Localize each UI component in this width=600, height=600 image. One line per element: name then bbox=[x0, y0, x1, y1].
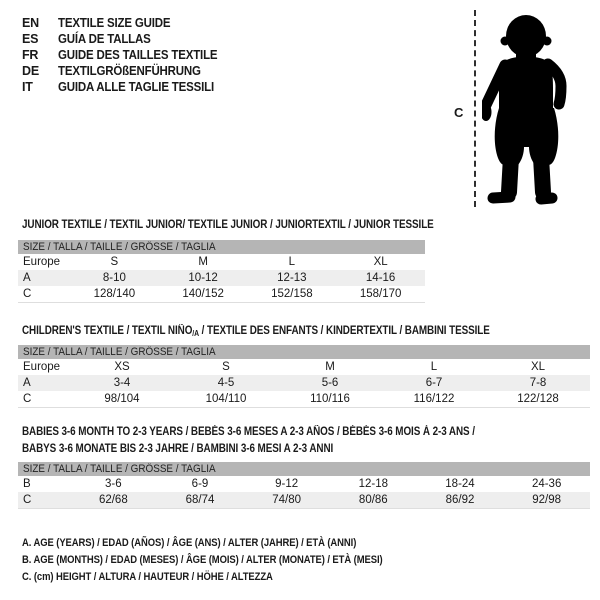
language-title: GUÍA DE TALLAS bbox=[58, 32, 151, 46]
size-value: 8-10 bbox=[102, 272, 126, 284]
table-row bbox=[18, 492, 590, 508]
language-row-es bbox=[22, 31, 231, 47]
language-code: EN bbox=[22, 16, 39, 30]
table-row bbox=[18, 254, 425, 270]
table-row bbox=[18, 359, 590, 375]
language-title: TEXTILGRÖßENFÜHRUNG bbox=[58, 64, 201, 78]
size-value: 12-18 bbox=[358, 478, 389, 490]
junior-table-body bbox=[18, 254, 425, 302]
language-code: ES bbox=[22, 32, 39, 46]
size-value: 158/170 bbox=[359, 288, 402, 300]
size-header-row bbox=[18, 345, 590, 359]
babies-title-line2: BABYS 3-6 MONATE BIS 2-3 JAHRE / BAMBINI 3-6 MESI A 2-3 ANNI bbox=[22, 443, 334, 455]
row-label: B bbox=[23, 478, 31, 490]
size-value: 122/128 bbox=[517, 393, 559, 405]
size-value: 110/116 bbox=[310, 393, 350, 405]
footnotes-block bbox=[22, 535, 441, 586]
language-code: DE bbox=[22, 64, 39, 78]
size-value: 80/86 bbox=[358, 494, 388, 506]
babies-size-table bbox=[18, 462, 590, 509]
size-value: 74/80 bbox=[272, 494, 302, 506]
language-title: TEXTILE SIZE GUIDE bbox=[58, 16, 171, 30]
size-value: 62/68 bbox=[98, 494, 128, 506]
size-value: 92/98 bbox=[532, 494, 562, 506]
size-value: 116/122 bbox=[413, 393, 455, 405]
row-label: Europe bbox=[23, 256, 61, 268]
toddler-silhouette-icon bbox=[482, 12, 572, 208]
size-value: L bbox=[288, 256, 296, 268]
language-title-block bbox=[22, 15, 231, 95]
footnote-age-months: B. AGE (MONTHS) / EDAD (MESES) / ÂGE (MOIS) / ALTER (MONATE) / ETÀ (MESI) bbox=[22, 554, 383, 566]
size-value: S bbox=[222, 361, 230, 373]
children-title-pre: CHILDREN'S TEXTILE / TEXTIL NIÑO bbox=[22, 325, 193, 337]
language-row-it bbox=[22, 79, 231, 95]
table-row bbox=[18, 391, 590, 407]
size-value: 12-13 bbox=[277, 272, 307, 284]
size-value: XL bbox=[530, 361, 546, 373]
babies-title-line1: BABIES 3-6 MONTH TO 2-3 YEARS / BEBÉS 3-6 MESES A 2-3 AÑOS / BÉBÉS 3-6 MOIS À 2-3 ANS / bbox=[22, 426, 475, 438]
size-value: M bbox=[198, 256, 208, 268]
row-label: C bbox=[23, 393, 32, 405]
size-value: 7-8 bbox=[529, 377, 547, 389]
size-value: 18-24 bbox=[445, 478, 475, 490]
size-value: XS bbox=[114, 361, 130, 373]
size-value: 98/104 bbox=[104, 393, 140, 405]
size-header-label: SIZE / TALLA / TAILLE / GRÖSSE / TAGLIA bbox=[23, 463, 216, 475]
language-code: FR bbox=[22, 48, 39, 62]
size-value: 6-7 bbox=[425, 377, 443, 389]
size-value: 86/92 bbox=[445, 494, 475, 506]
children-title-post: / TEXTILE DES ENFANTS / KINDERTEXTIL / BAMBINI TESSILE bbox=[199, 325, 490, 337]
table-row bbox=[18, 286, 425, 302]
size-value: 68/74 bbox=[185, 494, 215, 506]
size-value: 5-6 bbox=[321, 377, 339, 389]
junior-size-table bbox=[18, 240, 425, 303]
size-value: 104/110 bbox=[205, 393, 247, 405]
size-value: 6-9 bbox=[191, 478, 209, 490]
size-value: 128/140 bbox=[93, 288, 136, 300]
row-label: C bbox=[23, 494, 32, 506]
language-code: IT bbox=[22, 80, 33, 94]
table-row bbox=[18, 375, 590, 391]
language-row-fr bbox=[22, 47, 231, 63]
table-row bbox=[18, 270, 425, 286]
size-value: 14-16 bbox=[365, 272, 396, 284]
size-header-row bbox=[18, 462, 590, 476]
size-value: 3-4 bbox=[113, 377, 131, 389]
row-label: A bbox=[23, 272, 31, 284]
language-title: GUIDE DES TAILLES TEXTILE bbox=[58, 48, 218, 62]
language-row-en bbox=[22, 15, 231, 31]
size-header-label: SIZE / TALLA / TAILLE / GRÖSSE / TAGLIA bbox=[23, 241, 216, 253]
size-value: S bbox=[110, 256, 119, 268]
table-row bbox=[18, 476, 590, 492]
size-value: L bbox=[430, 361, 438, 373]
children-table-body bbox=[18, 359, 590, 407]
size-value: 140/152 bbox=[182, 288, 224, 300]
babies-table-title bbox=[22, 424, 475, 458]
language-title: GUIDA ALLE TAGLIE TESSILI bbox=[58, 80, 214, 94]
size-header-label: SIZE / TALLA / TAILLE / GRÖSSE / TAGLIA bbox=[23, 346, 216, 358]
size-value: 4-5 bbox=[217, 377, 235, 389]
row-label: A bbox=[23, 377, 31, 389]
size-value: M bbox=[325, 361, 335, 373]
size-value: XL bbox=[373, 256, 388, 268]
junior-table-title: JUNIOR TEXTILE / TEXTIL JUNIOR/ TEXTILE JUNIOR / JUNIORTEXTIL / JUNIOR TESSILE bbox=[22, 219, 434, 231]
row-label: C bbox=[23, 288, 32, 300]
babies-table-body bbox=[18, 476, 590, 508]
height-measure-label: C bbox=[454, 105, 464, 120]
children-table-title bbox=[22, 323, 490, 342]
row-label: Europe bbox=[23, 361, 61, 373]
children-size-table bbox=[18, 345, 590, 408]
size-value: 24-36 bbox=[531, 478, 562, 490]
language-row-de bbox=[22, 63, 231, 79]
size-header-row bbox=[18, 240, 425, 254]
children-title-sub: /A bbox=[192, 329, 200, 338]
footnote-height-cm: C. (cm) HEIGHT / ALTURA / HAUTEUR / HÖHE / ALTEZZA bbox=[22, 571, 273, 583]
footnote-age-years: A. AGE (YEARS) / EDAD (AÑOS) / ÂGE (ANS) / ALTER (JAHRE) / ETÀ (ANNI) bbox=[22, 537, 357, 549]
size-value: 10-12 bbox=[188, 272, 218, 284]
size-value: 152/158 bbox=[271, 288, 313, 300]
height-measure-line bbox=[474, 10, 476, 207]
size-value: 3-6 bbox=[105, 478, 122, 490]
size-value: 9-12 bbox=[275, 478, 299, 490]
